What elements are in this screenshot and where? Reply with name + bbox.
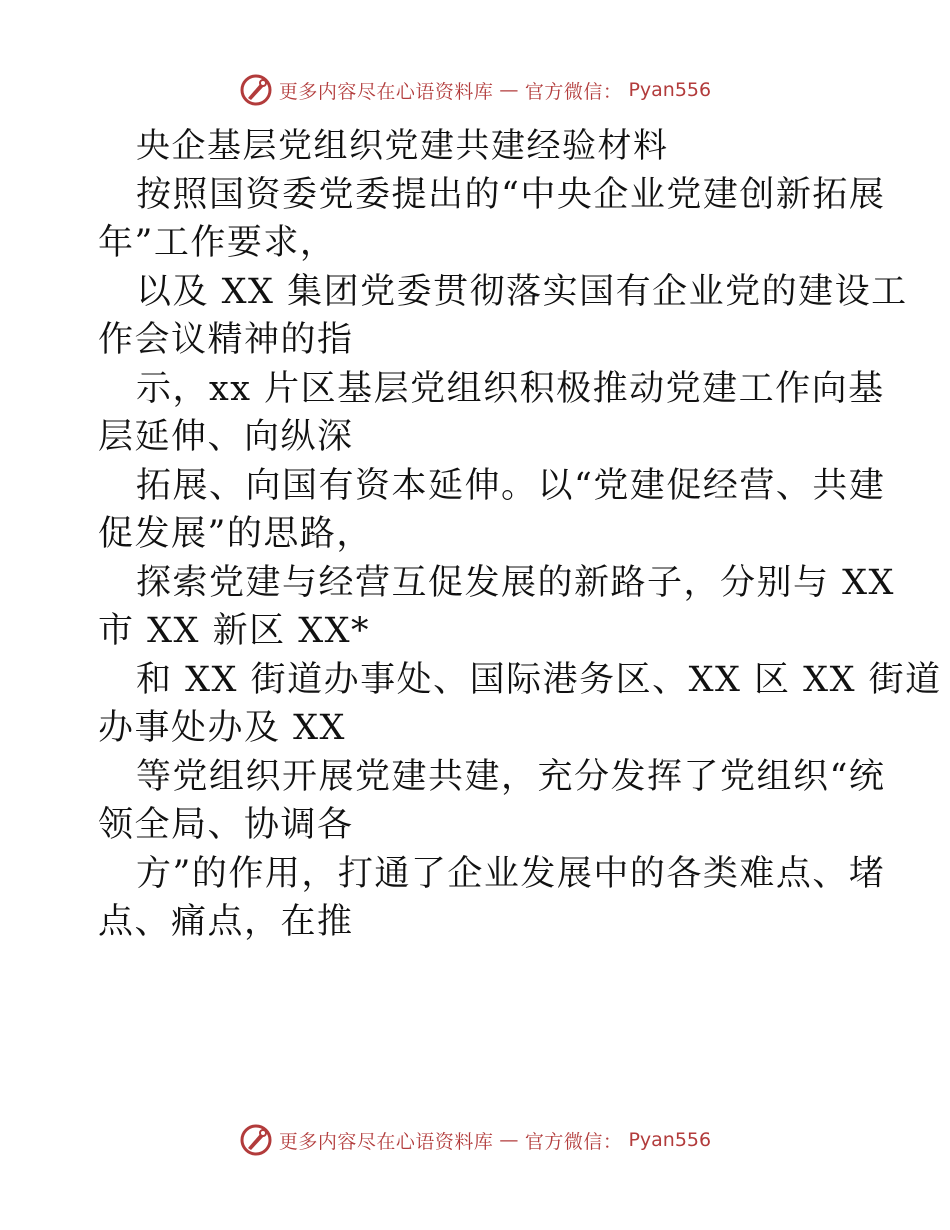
watermark-id: Pyan556 <box>628 79 712 101</box>
document-body <box>98 122 942 947</box>
watermark-id: Pyan556 <box>628 1129 712 1151</box>
header-watermark <box>0 70 950 110</box>
paragraph-line: 拓展、向国有资本延伸。以“党建促经营、共建 <box>136 465 886 506</box>
watermark-suffix: 官方微信： <box>524 1130 623 1153</box>
paragraph-line: 市 XX 新区 XX* <box>98 611 371 651</box>
paragraph-line: 示，xx 片区基层党组织积极推动党建工作向基 <box>136 368 885 409</box>
paragraph-line: 方”的作用，打通了企业发展中的各类难点、堵 <box>136 853 886 894</box>
paragraph-line: 领全局、协调各 <box>98 805 354 845</box>
paragraph-line: 和 XX 街道办事处、国际港务区、XX 区 XX 街道 <box>136 659 942 700</box>
document-title: 央企基层党组织党建共建经验材料 <box>136 126 669 166</box>
paragraph-line: 按照国资委党委提出的“中央企业党建创新拓展 <box>136 174 886 215</box>
watermark-dash: — <box>499 1129 519 1151</box>
quill-logo-icon <box>239 1123 273 1157</box>
watermark-text: 更多内容尽在心语资料库 <box>278 1130 494 1153</box>
paragraph-line: 办事处办及 XX <box>98 708 346 748</box>
watermark-suffix: 官方微信： <box>524 80 623 103</box>
watermark-text: 更多内容尽在心语资料库 <box>278 80 494 103</box>
paragraph-line: 层延伸、向纵深 <box>98 417 354 457</box>
paragraph-line: 以及 XX 集团党委贯彻落实国有企业党的建设工 <box>136 271 908 312</box>
quill-logo-icon <box>239 73 273 107</box>
paragraph-line: 作会议精神的指 <box>98 320 354 360</box>
paragraph-line: 点、痛点，在推 <box>98 902 354 942</box>
paragraph-line: 年”工作要求， <box>98 223 337 263</box>
paragraph-line: 探索党建与经营互促发展的新路子，分别与 XX <box>136 562 895 603</box>
paragraph-line: 促发展”的思路， <box>98 514 373 554</box>
watermark-dash: — <box>499 79 519 101</box>
paragraph-line: 等党组织开展党建共建，充分发挥了党组织“统 <box>136 756 886 797</box>
footer-watermark <box>0 1120 950 1160</box>
